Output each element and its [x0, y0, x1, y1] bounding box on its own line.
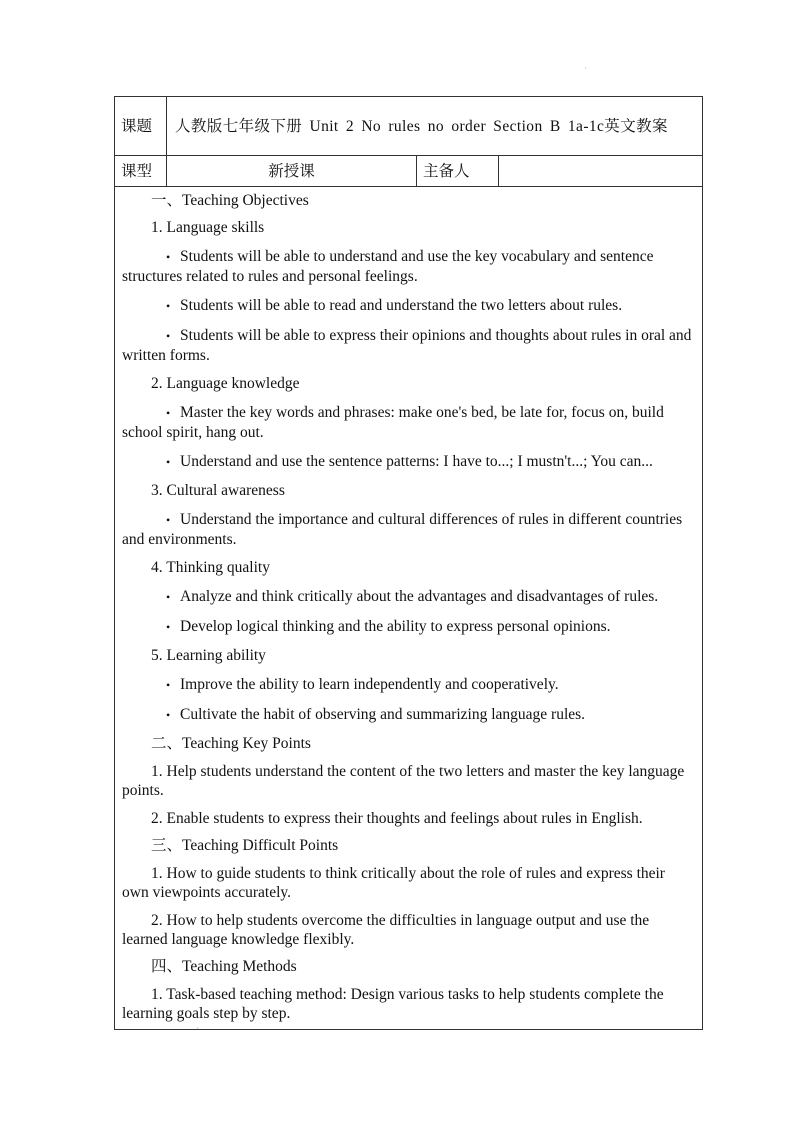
type-row: [115, 156, 703, 187]
page-mark-top: ·: [584, 64, 587, 73]
list-item: • Master the key words and phrases: make one's bed, be late for, focus on, build school spirit, hang out.: [122, 404, 664, 441]
methods-heading: 四、Teaching Methods: [151, 958, 297, 975]
list-item: 2. How to help students overcome the difficulties in language output and use the learned language knowledge flexibly.: [122, 912, 650, 948]
preparer-label: 主备人: [417, 156, 499, 187]
page-mark-bottom: ·: [196, 1024, 199, 1033]
lesson-body: [115, 187, 703, 1030]
bullet-icon: •: [166, 299, 171, 313]
list-item: • Cultivate the habit of observing and summarizing language rules.: [166, 706, 586, 723]
list-item: • Analyze and think critically about the advantages and disadvantages of rules.: [166, 588, 659, 605]
lesson-plan-table: [114, 96, 703, 1030]
list-item: • Understand and use the sentence patterns: I have to...; I mustn't...; You can...: [166, 453, 653, 470]
bullet-icon: •: [166, 513, 171, 527]
title-label: 课题: [115, 97, 167, 156]
key-points-heading: 二、Teaching Key Points: [151, 735, 311, 752]
language-skills-title: 1. Language skills: [151, 219, 265, 236]
type-value: 新授课: [167, 156, 417, 187]
list-item: • Develop logical thinking and the ability to express personal opinions.: [166, 618, 611, 635]
bullet-icon: •: [166, 620, 171, 634]
bullet-icon: •: [166, 329, 171, 343]
thinking-quality-title: 4. Thinking quality: [151, 559, 270, 576]
difficult-points-heading: 三、Teaching Difficult Points: [151, 837, 339, 854]
learning-ability-title: 5. Learning ability: [151, 647, 266, 664]
bullet-icon: •: [166, 250, 171, 264]
lesson-title: 人教版七年级下册 Unit 2 No rules no order Section B 1a-1c英文教案: [167, 97, 703, 156]
list-item: • Students will be able to express their opinions and thoughts about rules in oral and written forms.: [122, 327, 692, 364]
list-item: 1. Help students understand the content of the two letters and master the key language points.: [122, 763, 685, 799]
type-label: 课型: [115, 156, 167, 187]
cultural-awareness-title: 3. Cultural awareness: [151, 482, 285, 499]
list-item: 1. Task-based teaching method: Design various tasks to help students complete the learning goals step by step.: [122, 986, 664, 1022]
preparer-value: [499, 156, 703, 187]
bullet-icon: •: [166, 406, 171, 420]
bullet-icon: •: [166, 590, 171, 604]
title-row: [115, 97, 703, 156]
content-row: [115, 187, 703, 1030]
list-item: • Understand the importance and cultural differences of rules in different countries and environments.: [122, 511, 683, 548]
bullet-icon: •: [166, 455, 171, 469]
language-knowledge-title: 2. Language knowledge: [151, 375, 300, 392]
bullet-icon: •: [166, 678, 171, 692]
list-item: • Students will be able to understand and use the key vocabulary and sentence structures related to rules and personal feelings.: [122, 248, 654, 285]
list-item: 2. Enable students to express their thoughts and feelings about rules in English.: [151, 810, 643, 827]
list-item: • Students will be able to read and understand the two letters about rules.: [166, 297, 623, 314]
bullet-icon: •: [166, 708, 171, 722]
objectives-heading: 一、Teaching Objectives: [151, 192, 309, 209]
list-item: 1. How to guide students to think critically about the role of rules and express their own viewpoints accurately.: [122, 865, 665, 901]
list-item: • Improve the ability to learn independently and cooperatively.: [166, 676, 559, 693]
